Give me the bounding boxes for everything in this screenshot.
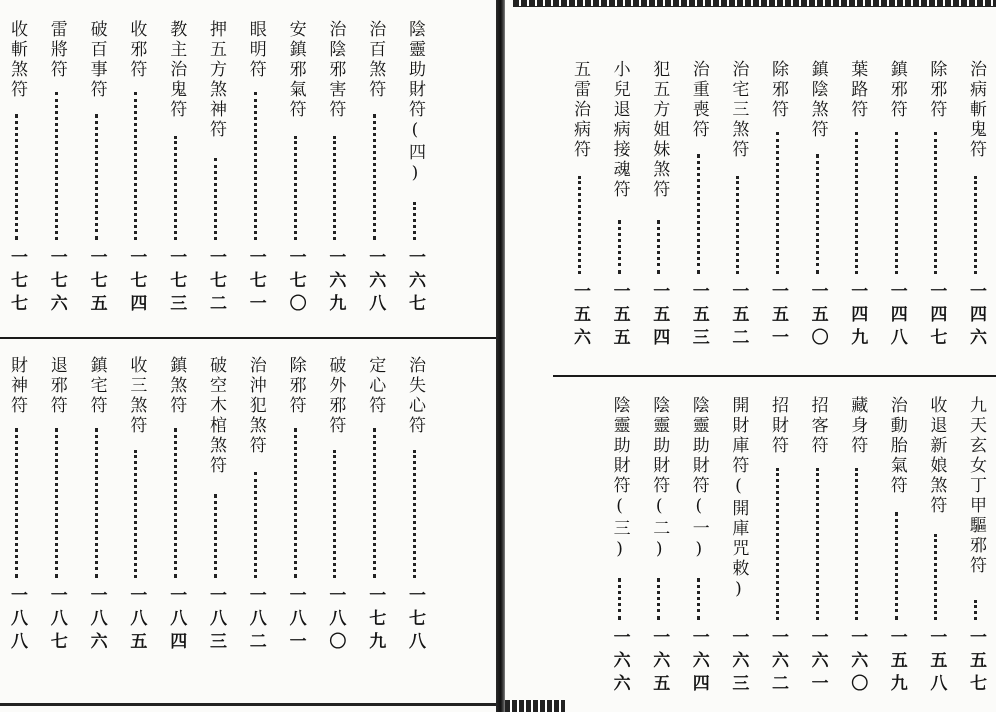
dot-leader: [855, 468, 859, 620]
dot-leader: [413, 202, 417, 240]
dot-leader: [934, 132, 938, 274]
dot-leader: [214, 158, 218, 240]
dot-leader: [578, 176, 582, 274]
section-divider: [553, 375, 996, 377]
page-top-border: [513, 0, 996, 7]
dot-leader: [15, 428, 19, 578]
toc-entry-title: 鎮陰煞符: [807, 60, 828, 140]
toc-entry-title: 陰靈助財符(三): [609, 396, 630, 562]
toc-entry-title: 陰靈助財符(四): [405, 20, 425, 186]
dot-leader: [934, 534, 938, 620]
toc-entry-title: 招財符: [768, 396, 788, 456]
toc-entry-title: 治宅三煞符: [728, 60, 749, 160]
toc-entry-page: 一七三: [166, 248, 187, 317]
dot-leader: [373, 428, 377, 578]
toc-entry-page: 一七五: [86, 248, 107, 317]
toc-entry-title: 雷將符: [46, 20, 67, 80]
dot-leader: [855, 132, 859, 274]
toc-entry-title: 收三煞符: [126, 356, 147, 436]
toc-entry-title: 破空木棺煞符: [206, 356, 226, 476]
toc-entry-page: 一七八: [405, 586, 425, 655]
toc-entry-page: 一五四: [649, 282, 670, 351]
dot-leader: [697, 578, 701, 620]
toc-entry-page: 一八八: [7, 586, 27, 655]
toc-entry-title: 鎮煞符: [166, 356, 187, 416]
toc-entry-page: 一四七: [926, 282, 947, 351]
toc-entry-title: 葉路符: [847, 60, 868, 120]
dot-leader: [214, 494, 218, 578]
dot-leader: [333, 450, 337, 578]
toc-entry-page: 一八四: [166, 586, 187, 655]
toc-entry-title: 陰靈助財符(一): [688, 396, 709, 562]
toc-entry-page: 一六八: [365, 248, 386, 317]
dot-leader: [736, 176, 740, 274]
toc-entry-page: 一七七: [7, 248, 27, 317]
dot-leader: [697, 154, 701, 274]
toc-entry-page: 一七〇: [285, 248, 306, 317]
toc-entry-page: 一五七: [966, 628, 986, 697]
toc-entry-title: 治陰邪害符: [325, 20, 346, 120]
toc-entry-page: 一六五: [649, 628, 670, 697]
toc-entry-title: 九天玄女丁甲驅邪符: [966, 396, 986, 576]
dot-leader: [776, 132, 780, 274]
toc-entry-title: 藏身符: [847, 396, 868, 456]
toc-entry-title: 陰靈助財符(二): [649, 396, 670, 562]
dot-leader: [373, 114, 377, 240]
toc-entry-title: 鎮宅符: [86, 356, 107, 416]
toc-entry-page: 一六九: [325, 248, 346, 317]
toc-entry-page: 一五九: [886, 628, 907, 697]
toc-entry-title: 五雷治病符: [570, 60, 590, 160]
toc-entry-title: 開財庫符(開庫咒敕): [728, 396, 749, 602]
toc-entry-page: 一八六: [86, 586, 107, 655]
dot-leader: [294, 428, 298, 578]
toc-entry-title: 押五方煞神符: [206, 20, 226, 140]
toc-entry-page: 一六三: [728, 628, 749, 697]
toc-entry-title: 安鎮邪氣符: [285, 20, 306, 120]
dot-leader: [95, 114, 99, 240]
left-page: [0, 0, 497, 712]
toc-entry-page: 一八三: [206, 586, 226, 655]
dot-leader: [294, 136, 298, 240]
dot-leader: [618, 220, 622, 274]
toc-entry-title: 收退新娘煞符: [926, 396, 947, 516]
toc-entry-page: 一六七: [405, 248, 425, 317]
dot-leader: [254, 92, 258, 240]
toc-entry-page: 一四六: [966, 282, 986, 351]
toc-entry-title: 破外邪符: [325, 356, 346, 436]
dot-leader: [657, 220, 661, 274]
toc-entry-page: 一五一: [768, 282, 788, 351]
toc-entry-page: 一七一: [245, 248, 266, 317]
dot-leader: [776, 468, 780, 620]
toc-entry-page: 一七二: [206, 248, 226, 317]
dot-leader: [55, 428, 59, 578]
dot-leader: [816, 468, 820, 620]
toc-entry-title: 小兒退病接魂符: [609, 60, 630, 200]
toc-entry-page: 一六六: [609, 628, 630, 697]
page-bottom-border: [505, 700, 565, 712]
toc-entry-title: 除邪符: [768, 60, 788, 120]
toc-entry-title: 教主治鬼符: [166, 20, 187, 120]
toc-entry-page: 一五八: [926, 628, 947, 697]
toc-entry-title: 治沖犯煞符: [245, 356, 266, 456]
toc-entry-title: 治重喪符: [688, 60, 709, 140]
dot-leader: [174, 428, 178, 578]
toc-entry-page: 一七六: [46, 248, 67, 317]
dot-leader: [974, 176, 978, 274]
toc-entry-page: 一八〇: [325, 586, 346, 655]
toc-entry-title: 眼明符: [245, 20, 266, 80]
toc-entry-title: 收邪符: [126, 20, 147, 80]
toc-entry-page: 一五二: [728, 282, 749, 351]
toc-entry-title: 招客符: [807, 396, 828, 456]
toc-entry-title: 犯五方姐妹煞符: [649, 60, 670, 200]
toc-entry-title: 治動胎氣符: [886, 396, 907, 496]
dot-leader: [134, 450, 138, 578]
toc-entry-title: 退邪符: [46, 356, 67, 416]
page-bottom-border: [0, 703, 497, 706]
dot-leader: [55, 92, 59, 240]
toc-entry-title: 治病斬鬼符: [966, 60, 986, 160]
toc-entry-page: 一五〇: [807, 282, 828, 351]
section-divider: [0, 337, 497, 339]
toc-entry-title: 破百事符: [86, 20, 107, 100]
toc-entry-page: 一四九: [847, 282, 868, 351]
dot-leader: [974, 600, 978, 620]
dot-leader: [134, 92, 138, 240]
dot-leader: [895, 512, 899, 620]
toc-entry-title: 治失心符: [405, 356, 425, 436]
toc-entry-page: 一七九: [365, 586, 386, 655]
dot-leader: [333, 136, 337, 240]
dot-leader: [618, 578, 622, 620]
toc-entry-page: 一六四: [688, 628, 709, 697]
toc-entry-title: 除邪符: [926, 60, 947, 120]
dot-leader: [174, 136, 178, 240]
dot-leader: [254, 472, 258, 578]
toc-entry-page: 一八一: [285, 586, 306, 655]
dot-leader: [413, 450, 417, 578]
dot-leader: [15, 114, 19, 240]
toc-entry-page: 一七四: [126, 248, 147, 317]
toc-entry-page: 一六〇: [847, 628, 868, 697]
toc-entry-page: 一八七: [46, 586, 67, 655]
toc-entry-page: 一五五: [609, 282, 630, 351]
toc-entry-page: 一五三: [688, 282, 709, 351]
toc-entry-title: 鎮邪符: [886, 60, 907, 120]
toc-entry-title: 治百煞符: [365, 20, 386, 100]
toc-entry-title: 財神符: [7, 356, 27, 416]
toc-entry-title: 收斬煞符: [7, 20, 27, 100]
dot-leader: [95, 428, 99, 578]
dot-leader: [657, 578, 661, 620]
toc-entry-page: 一五六: [570, 282, 590, 351]
toc-entry-page: 一六二: [768, 628, 788, 697]
toc-entry-title: 定心符: [365, 356, 386, 416]
toc-entry-title: 除邪符: [285, 356, 306, 416]
toc-entry-page: 一六一: [807, 628, 828, 697]
toc-entry-page: 一八二: [245, 586, 266, 655]
dot-leader: [816, 154, 820, 274]
toc-entry-page: 一八五: [126, 586, 147, 655]
toc-entry-page: 一四八: [886, 282, 907, 351]
dot-leader: [895, 132, 899, 274]
right-page: [505, 0, 996, 712]
